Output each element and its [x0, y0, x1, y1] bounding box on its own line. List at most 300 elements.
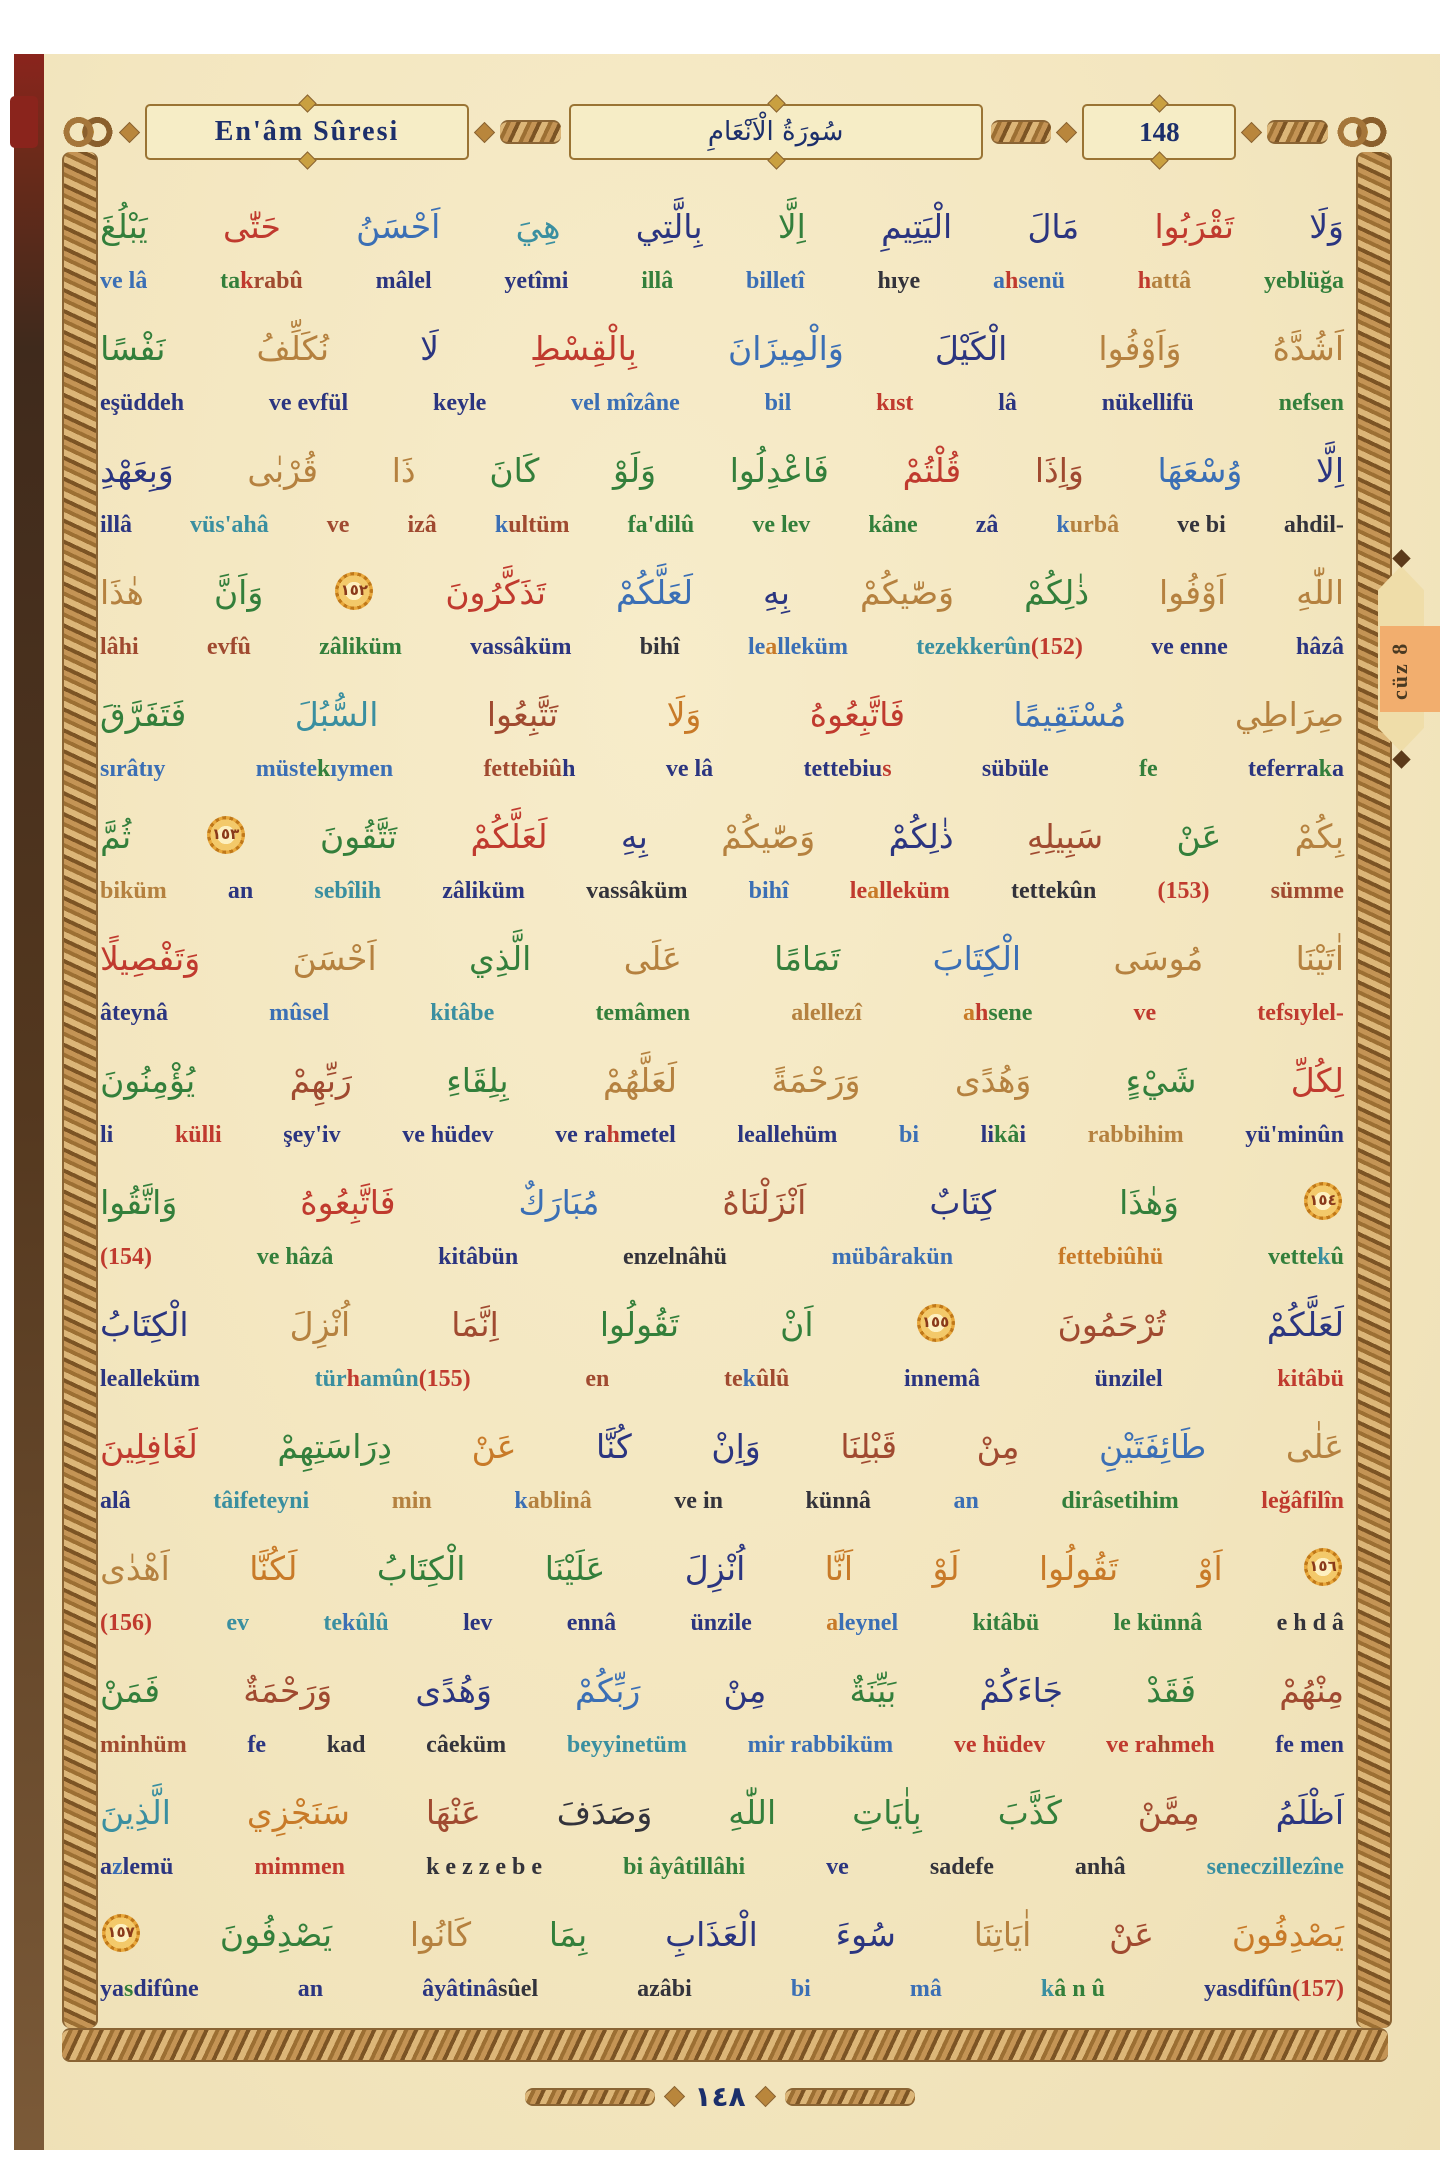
- text-segment: الْكِتَابُ: [100, 1305, 189, 1344]
- arabic-word: [1198, 1533, 1223, 1605]
- text-segment: mûsel: [269, 1000, 330, 1026]
- latin-word: [623, 1239, 727, 1282]
- arabic-line: [100, 1648, 1344, 1727]
- latin-word: [1106, 1727, 1215, 1770]
- latin-word: [585, 1361, 609, 1404]
- arabic-word: [214, 557, 263, 629]
- arabic-word: [1027, 801, 1103, 873]
- latin-word: [433, 385, 486, 428]
- latin-word: [826, 1605, 898, 1648]
- latin-word: [100, 1849, 173, 1892]
- text-segment: هِيَ: [515, 207, 561, 246]
- arabic-word: [722, 1167, 806, 1239]
- latin-word: [426, 1849, 542, 1892]
- text-segment: an: [953, 1488, 979, 1514]
- text-segment: ve hüdev: [402, 1122, 494, 1148]
- text-segment: seneczillezîne: [1206, 1854, 1344, 1880]
- arabic-word: [621, 801, 648, 873]
- text-segment: ذٰلِكُمْ: [888, 817, 954, 856]
- arabic-word: [774, 923, 840, 995]
- text-segment: عَنْ: [1109, 1915, 1154, 1954]
- transliteration-line: [100, 1483, 1344, 1526]
- text-segment: ultüm: [508, 512, 570, 538]
- latin-word: [690, 1605, 751, 1648]
- text-segment: اَظْلَمُ: [1275, 1793, 1344, 1832]
- text-segment: a: [867, 878, 880, 904]
- line-pair: [100, 1648, 1344, 1770]
- text-segment: شَيْءٍ: [1125, 1061, 1197, 1100]
- juz-label: cüz 8: [1387, 641, 1412, 701]
- text-segment: ûlû: [355, 1610, 389, 1636]
- text-segment: â n û: [1054, 1976, 1105, 2002]
- text-segment: a: [765, 634, 778, 660]
- text-segment: k: [1317, 1244, 1331, 1270]
- braid-ornament: [1267, 120, 1328, 144]
- text-segment: leynel: [838, 1610, 899, 1636]
- arabic-word: [1273, 313, 1344, 385]
- text-segment: sümme: [1270, 878, 1344, 904]
- arabic-word: [100, 679, 186, 751]
- arabic-word: [1146, 1655, 1196, 1727]
- book-spine-shadow: [14, 54, 44, 2150]
- latin-word: [595, 995, 690, 1038]
- corner-knot-ornament-icon: [62, 109, 114, 155]
- text-segment: k: [341, 1610, 356, 1636]
- arabic-word: [300, 1167, 395, 1239]
- transliteration-line: [100, 1727, 1344, 1770]
- latin-word: [1271, 873, 1344, 916]
- arabic-word: [277, 1411, 392, 1483]
- text-segment: اللّٰهِ: [1296, 573, 1344, 612]
- text-segment: بِهِ: [763, 573, 790, 612]
- latin-word: [953, 1483, 978, 1526]
- arabic-word: [292, 923, 376, 995]
- text-segment: mâ: [909, 1976, 942, 2002]
- text-segment: اَشُدَّهُ: [1272, 329, 1344, 368]
- latin-word: [283, 1117, 340, 1160]
- text-segment: bi âyâtillâhi: [623, 1854, 746, 1880]
- border-rope-bottom: [62, 2028, 1388, 2062]
- latin-word: [319, 629, 402, 672]
- braid-ornament: [525, 2088, 655, 2106]
- latin-word: [483, 751, 575, 794]
- text-segment: لَعَلَّهُمْ: [602, 1061, 678, 1100]
- text-segment: izâ: [407, 512, 437, 538]
- text-segment: h: [562, 756, 576, 782]
- text-segment: tâifeteyni: [213, 1488, 310, 1514]
- latin-word: [495, 507, 570, 550]
- latin-word: [1139, 751, 1158, 794]
- arabic-word: [247, 1777, 350, 1849]
- text-segment: kitâbü: [972, 1610, 1040, 1636]
- text-segment: ve hüdev: [953, 1732, 1046, 1758]
- latin-word: [567, 1605, 616, 1648]
- arabic-word: [100, 313, 165, 385]
- latin-word: [765, 385, 792, 428]
- arabic-word: [410, 1899, 471, 1971]
- text-segment: le künnâ: [1113, 1610, 1203, 1636]
- text-segment: بِهِ: [620, 817, 648, 856]
- ayah-marker: [1304, 1182, 1342, 1220]
- latin-word: [1204, 1971, 1344, 2014]
- text-segment: zâ: [975, 512, 999, 538]
- arabic-word: [728, 313, 844, 385]
- text-segment: مُوسَى: [1113, 939, 1204, 978]
- latin-word: [100, 1117, 113, 1160]
- ayah-marker: [102, 1914, 140, 1952]
- text-segment: نُكَلِّفُ: [256, 329, 330, 368]
- arabic-line: [100, 184, 1344, 263]
- arabic-word: [1279, 1655, 1344, 1727]
- transliteration-line: [100, 1971, 1344, 2014]
- latin-word: [868, 507, 917, 550]
- text-segment: lâ: [998, 390, 1017, 416]
- text-segment: بِاٰيَاتِ: [852, 1793, 922, 1832]
- arabic-word: [1267, 1289, 1344, 1361]
- page-number-arabic: ١٤٨: [694, 2080, 746, 2113]
- text-segment: yetîmi: [504, 268, 569, 294]
- latin-word: [1279, 385, 1344, 428]
- text-segment: كَذَّبَ: [997, 1793, 1062, 1832]
- arabic-word: [100, 1045, 195, 1117]
- surah-title-arabic: سُورَةُ الْاَنْعَامِ: [707, 117, 844, 147]
- arabic-word: [840, 1411, 897, 1483]
- diamond-ornament-icon: [755, 2086, 776, 2107]
- text-segment: kâ: [994, 1122, 1020, 1148]
- text-segment: hâzâ: [1295, 634, 1344, 660]
- text-segment: an: [297, 1976, 324, 2002]
- latin-word: [298, 1971, 323, 2014]
- text-segment: h: [1157, 1732, 1171, 1758]
- arabic-word: [445, 557, 546, 629]
- arabic-word: [426, 1777, 481, 1849]
- latin-word: [748, 629, 848, 672]
- arabic-word: [903, 435, 962, 507]
- latin-word: [1088, 1117, 1184, 1160]
- text-segment: سَنَجْزِي: [246, 1793, 350, 1832]
- arabic-line: [100, 1892, 1344, 1971]
- latin-word: [514, 1483, 591, 1526]
- transliteration-line: [100, 385, 1344, 428]
- latin-word: [207, 629, 251, 672]
- arabic-word: [257, 313, 330, 385]
- latin-word: [910, 1971, 942, 2014]
- arabic-word: [100, 1655, 160, 1727]
- latin-word: [426, 1727, 506, 1770]
- latin-word: [392, 1483, 432, 1526]
- text-segment: h: [346, 1366, 360, 1392]
- text-segment: رَبِّهِمْ: [289, 1061, 352, 1100]
- text-segment: bil: [764, 390, 792, 416]
- text-segment: enzelnâhü: [622, 1244, 727, 1270]
- text-segment: (157): [1292, 1976, 1344, 2002]
- latin-word: [976, 507, 999, 550]
- latin-word: [1245, 1117, 1344, 1160]
- text-segment: tettekûn: [1010, 878, 1097, 904]
- arabic-word: [295, 679, 379, 751]
- latin-word: [190, 507, 269, 550]
- text-segment: يَبْلُغَ: [100, 207, 148, 246]
- text-segment: k: [742, 1366, 756, 1392]
- arabic-word: [1058, 1289, 1166, 1361]
- arabic-word: [724, 1655, 767, 1727]
- latin-word: [1058, 1239, 1163, 1282]
- latin-word: [930, 1849, 994, 1892]
- text-segment: اٰيَاتِنَا: [973, 1915, 1032, 1954]
- latin-word: [571, 385, 680, 428]
- text-segment: k: [240, 268, 254, 294]
- transliteration-line: [100, 507, 1344, 550]
- text-segment: fe men: [1275, 1732, 1344, 1758]
- latin-word: [247, 1727, 266, 1770]
- text-segment: لِكُلِّ: [1290, 1061, 1344, 1100]
- latin-word: [327, 507, 350, 550]
- text-segment: ıymen: [330, 756, 394, 782]
- latin-word: [674, 1483, 723, 1526]
- latin-word: [623, 1849, 745, 1892]
- arabic-word: [825, 1533, 853, 1605]
- arabic-word: [1138, 1777, 1200, 1849]
- braid-ornament: [785, 2088, 915, 2106]
- arabic-word: [356, 191, 440, 263]
- arabic-word: [100, 1289, 189, 1361]
- text-segment: li: [100, 1122, 114, 1148]
- latin-word: [470, 629, 571, 672]
- page-footer: [0, 2080, 1440, 2113]
- transliteration-line: [100, 995, 1344, 1038]
- arabic-line: [100, 1404, 1344, 1483]
- text-segment: metel: [619, 1122, 676, 1148]
- arabic-word: [100, 557, 144, 629]
- text-segment: a: [100, 1854, 112, 1880]
- text-segment: يُؤْمِنُونَ: [100, 1061, 196, 1100]
- diamond-ornament-icon: [1392, 549, 1410, 567]
- page-number: 148: [1139, 116, 1180, 147]
- arabic-word: [519, 1167, 600, 1239]
- latin-word: [1275, 1727, 1344, 1770]
- arabic-line: [100, 916, 1344, 995]
- arabic-word: [1113, 923, 1203, 995]
- latin-word: [100, 1727, 187, 1770]
- text-segment: حَتّٰى: [223, 207, 281, 246]
- text-segment: الَّذِي: [468, 939, 532, 978]
- text-segment: a: [992, 268, 1005, 294]
- latin-word: [586, 873, 687, 916]
- text-segment: urbâ: [1069, 512, 1120, 538]
- text-segment: lealleküm: [100, 1366, 200, 1392]
- arabic-word: [1099, 1411, 1206, 1483]
- latin-word: [972, 1605, 1039, 1648]
- latin-word: [1248, 751, 1344, 794]
- text-segment: dirâsetihim: [1061, 1488, 1179, 1514]
- text-segment: (153): [1157, 878, 1210, 904]
- text-segment: yasdifûn: [1203, 1976, 1292, 2002]
- latin-word: [1177, 507, 1226, 550]
- arabic-word: [852, 1777, 922, 1849]
- text-segment: lleküm: [879, 878, 950, 904]
- text-segment: k: [1318, 756, 1332, 782]
- surah-title-cartouche: [145, 104, 469, 160]
- text-segment: الْعَذَابِ: [665, 1915, 758, 1954]
- latin-word: [1134, 995, 1157, 1038]
- latin-word: [899, 1117, 919, 1160]
- latin-word: [981, 1117, 1026, 1160]
- arabic-word: [979, 1655, 1063, 1727]
- text-segment: عَلٰى: [1285, 1427, 1344, 1466]
- text-segment: وَلَوْ: [613, 451, 657, 490]
- text-segment: ve: [326, 512, 350, 538]
- transliteration-line: [100, 263, 1344, 306]
- text-segment: k: [1040, 1976, 1055, 2002]
- text-segment: يَصْدِفُونَ: [1231, 1915, 1344, 1954]
- latin-word: [175, 1117, 222, 1160]
- arabic-line: [100, 550, 1344, 629]
- text-segment: fa'dilû: [627, 512, 695, 538]
- text-segment: ta: [220, 268, 241, 294]
- latin-word: [100, 1605, 152, 1648]
- arabic-word: [1232, 1899, 1344, 1971]
- text-segment: zâliküm: [319, 634, 402, 660]
- text-segment: اُنْزِلَ: [289, 1305, 351, 1344]
- arabic-word: [1235, 679, 1344, 751]
- latin-word: [256, 751, 393, 794]
- text-segment: illâ: [641, 268, 674, 294]
- ayah-number: ١٥٢: [340, 581, 369, 599]
- latin-word: [228, 873, 253, 916]
- latin-word: [422, 1971, 538, 2014]
- text-segment: beyyinetüm: [566, 1732, 687, 1758]
- text-segment: en: [585, 1366, 610, 1392]
- arabic-line: [100, 1160, 1344, 1239]
- arabic-word: [836, 1899, 896, 1971]
- latin-word: [254, 1849, 345, 1892]
- text-segment: e h d â: [1276, 1610, 1344, 1636]
- latin-word: [100, 629, 139, 672]
- text-segment: بِكُمْ: [1294, 817, 1344, 856]
- text-segment: الْكِتَابَ: [932, 939, 1022, 978]
- text-segment: مِنْهُمْ: [1279, 1671, 1344, 1710]
- text-segment: الْكِتَابُ: [376, 1549, 466, 1588]
- arabic-word: [1296, 923, 1344, 995]
- latin-word: [1257, 995, 1344, 1038]
- text-segment: كَانُوا: [409, 1915, 472, 1954]
- latin-word: [1151, 629, 1228, 672]
- diamond-ornament-icon: [664, 2086, 685, 2107]
- text-segment: فَتَفَرَّقَ: [100, 695, 187, 734]
- latin-word: [100, 507, 132, 550]
- text-segment: اِلَّا: [1316, 451, 1344, 490]
- latin-word: [555, 1117, 676, 1160]
- latin-word: [100, 995, 168, 1038]
- text-segment: temâmen: [595, 1000, 691, 1026]
- text-segment: تَقُولُوا: [599, 1305, 680, 1344]
- text-segment: يَصْدِفُونَ: [219, 1915, 333, 1954]
- latin-word: [100, 385, 184, 428]
- latin-word: [832, 1239, 953, 1282]
- text-segment: ve in: [674, 1488, 723, 1514]
- arabic-word: [1176, 801, 1221, 873]
- arabic-word: [771, 1045, 860, 1117]
- text-segment: لَعَلَّكُمْ: [1266, 1305, 1344, 1344]
- arabic-word: [685, 1533, 746, 1605]
- latin-word: [1277, 1605, 1344, 1648]
- arabic-word: [1039, 1533, 1118, 1605]
- text-segment: وَاِذَا: [1034, 451, 1084, 490]
- latin-word: [791, 995, 862, 1038]
- arabic-word: [1286, 1411, 1344, 1483]
- text-segment: illâ: [100, 512, 133, 538]
- arabic-word: [1126, 1045, 1197, 1117]
- arabic-word: [575, 1655, 640, 1727]
- arabic-word: [915, 1289, 957, 1361]
- latin-word: [100, 1971, 199, 2014]
- text-segment: mir rabbiküm: [747, 1732, 894, 1758]
- text-segment: câeküm: [426, 1732, 507, 1758]
- latin-word: [220, 263, 303, 306]
- arabic-word: [974, 1899, 1032, 1971]
- line-pair: [100, 1526, 1344, 1648]
- latin-word: [1061, 1483, 1178, 1526]
- text-segment: z: [112, 1854, 123, 1880]
- text-segment: kıst: [876, 390, 914, 416]
- page-header: [62, 96, 1388, 168]
- arabic-word: [1154, 191, 1234, 263]
- text-segment: fettebiûhü: [1057, 1244, 1164, 1270]
- latin-word: [430, 995, 494, 1038]
- text-segment: ablinâ: [527, 1488, 592, 1514]
- text-segment: k e z z e b e: [426, 1854, 543, 1880]
- latin-word: [850, 873, 950, 916]
- latin-word: [746, 263, 805, 306]
- text-segment: hıye: [877, 268, 921, 294]
- text-segment: vüs'ahâ: [190, 512, 269, 538]
- braid-ornament: [500, 120, 561, 144]
- arabic-word: [247, 435, 318, 507]
- text-segment: عَلَيْنَا: [544, 1549, 606, 1588]
- arabic-word: [100, 1533, 170, 1605]
- text-segment: h: [1137, 268, 1152, 294]
- line-pair: [100, 306, 1344, 428]
- text-segment: اَوْ: [1197, 1549, 1223, 1588]
- text-segment: الَّذِينَ: [100, 1793, 171, 1832]
- arabic-word: [1027, 191, 1079, 263]
- latin-word: [314, 873, 381, 916]
- braid-ornament: [991, 120, 1052, 144]
- text-segment: اِنَّمَا: [451, 1305, 499, 1344]
- latin-word: [442, 873, 525, 916]
- text-segment: قُرْبٰى: [247, 451, 319, 490]
- text-segment: السُّبُلَ: [294, 695, 379, 734]
- arabic-word: [1119, 1167, 1179, 1239]
- latin-word: [628, 507, 695, 550]
- surah-title-latin: En'âm Sûresi: [214, 116, 400, 147]
- latin-word: [916, 629, 1083, 672]
- arabic-word: [1309, 191, 1344, 263]
- arabic-word: [1276, 1777, 1344, 1849]
- text-segment: لَعَلَّكُمْ: [615, 573, 694, 612]
- text-segment: h: [975, 1000, 989, 1026]
- text-segment: tefsıylel-: [1257, 1000, 1344, 1026]
- text-segment: billetî: [746, 268, 805, 294]
- latin-word: [100, 1483, 131, 1526]
- arabic-word: [935, 313, 1007, 385]
- arabic-word: [998, 1777, 1062, 1849]
- arabic-word: [549, 1899, 587, 1971]
- arabic-word: [516, 191, 561, 263]
- text-segment: وَهٰذَا: [1119, 1183, 1179, 1222]
- text-segment: lleküm: [777, 634, 848, 660]
- text-segment: yeblüğa: [1263, 268, 1344, 294]
